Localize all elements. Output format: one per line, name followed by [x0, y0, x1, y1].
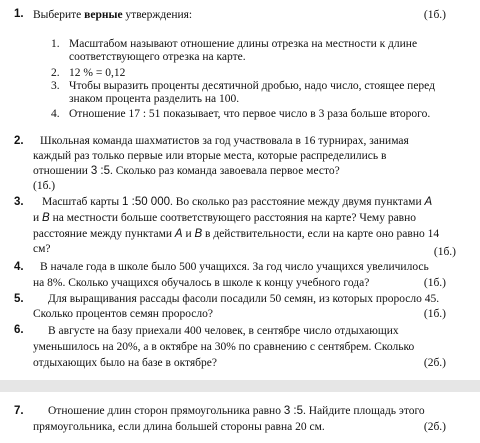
- points-badge: (1б.): [423, 308, 446, 320]
- list-item-number: 2.: [51, 67, 60, 79]
- points-badge: (1б.): [433, 246, 456, 258]
- problem-text: на 8%. Сколько учащихся обучалось в школе к концу учебного года?: [33, 277, 370, 289]
- problem-text: В августе на базу приехали 400 человек, в сентябре число отдыхающих: [48, 325, 399, 337]
- problem-text: Масштаб карты 1 :50 000. Во сколько раз расстояние между двумя пунктами А: [42, 196, 433, 208]
- points-badge: (1б.): [33, 180, 56, 192]
- list-item-text: Чтобы выразить проценты десятичной дробью, надо число, стоящее перед: [69, 80, 435, 92]
- list-item-text: соответствующего отрезка на карте.: [69, 51, 246, 63]
- problem-text: Школьная команда шахматистов за год участвовала в 16 турнирах, занимая: [40, 135, 409, 147]
- points-badge: (1б.): [423, 277, 446, 289]
- list-item-text: Отношение 17 : 51 показывает, что первое число в 3 раза больше второго.: [69, 108, 431, 120]
- points-badge: (2б.): [423, 421, 446, 433]
- problem-text: Для выращивания рассады фасоли посадили 50 семян, из которых проросло 45.: [48, 293, 440, 305]
- problem-text: Выберите верные утверждения:: [33, 9, 193, 21]
- problem-text: Отношение длин сторон прямоугольника равно 3 :5. Найдите площадь этого: [48, 405, 425, 417]
- problem-text: Сколько процентов семян проросло?: [33, 308, 213, 320]
- problem-text: каждый раз только первые или вторые места, которые распределились в: [33, 150, 387, 162]
- problem-number: 3.: [14, 196, 24, 208]
- problem-number: 4.: [14, 261, 24, 273]
- list-item-text: Масштабом называют отношение длины отрезка на местности к длине: [69, 38, 418, 50]
- problem-number: 6.: [14, 324, 24, 336]
- problem-text: и В на местности больше соответствующего расстояния на карте? Чему равно: [33, 212, 417, 224]
- list-item-text: 12 % = 0,12: [69, 67, 126, 79]
- points-badge: (1б.): [423, 9, 446, 21]
- problem-text: В начале года в школе было 500 учащихся. За год число учащихся увеличилось: [40, 261, 429, 273]
- problem-text: см?: [33, 243, 51, 255]
- list-item-number: 4.: [51, 108, 60, 120]
- problem-number: 7.: [14, 405, 24, 417]
- problem-text: уменьшилось на 20%, а в октябре на 30% по сравнению с сентябрем. Сколько: [33, 341, 415, 353]
- problem-text: прямоугольника, если длина большей стороны равна 20 см.: [33, 421, 325, 433]
- problem-number: 2.: [14, 135, 24, 147]
- problem-text: расстояние между пунктами А и В в действительности, если на карте оно равно 14: [33, 228, 440, 240]
- problem-number: 1.: [14, 8, 24, 20]
- problem-number: 5.: [14, 293, 24, 305]
- list-item-number: 3.: [51, 80, 60, 92]
- list-item-number: 1.: [51, 38, 60, 50]
- list-item-text: знаком процента разделить на 100.: [69, 93, 240, 105]
- problem-text: отдыхающих было на базе в октябре?: [33, 357, 217, 369]
- section-divider: [0, 380, 480, 392]
- points-badge: (2б.): [423, 357, 446, 369]
- problem-text: отношении 3 :5. Сколько раз команда завоевала первое место?: [33, 165, 340, 177]
